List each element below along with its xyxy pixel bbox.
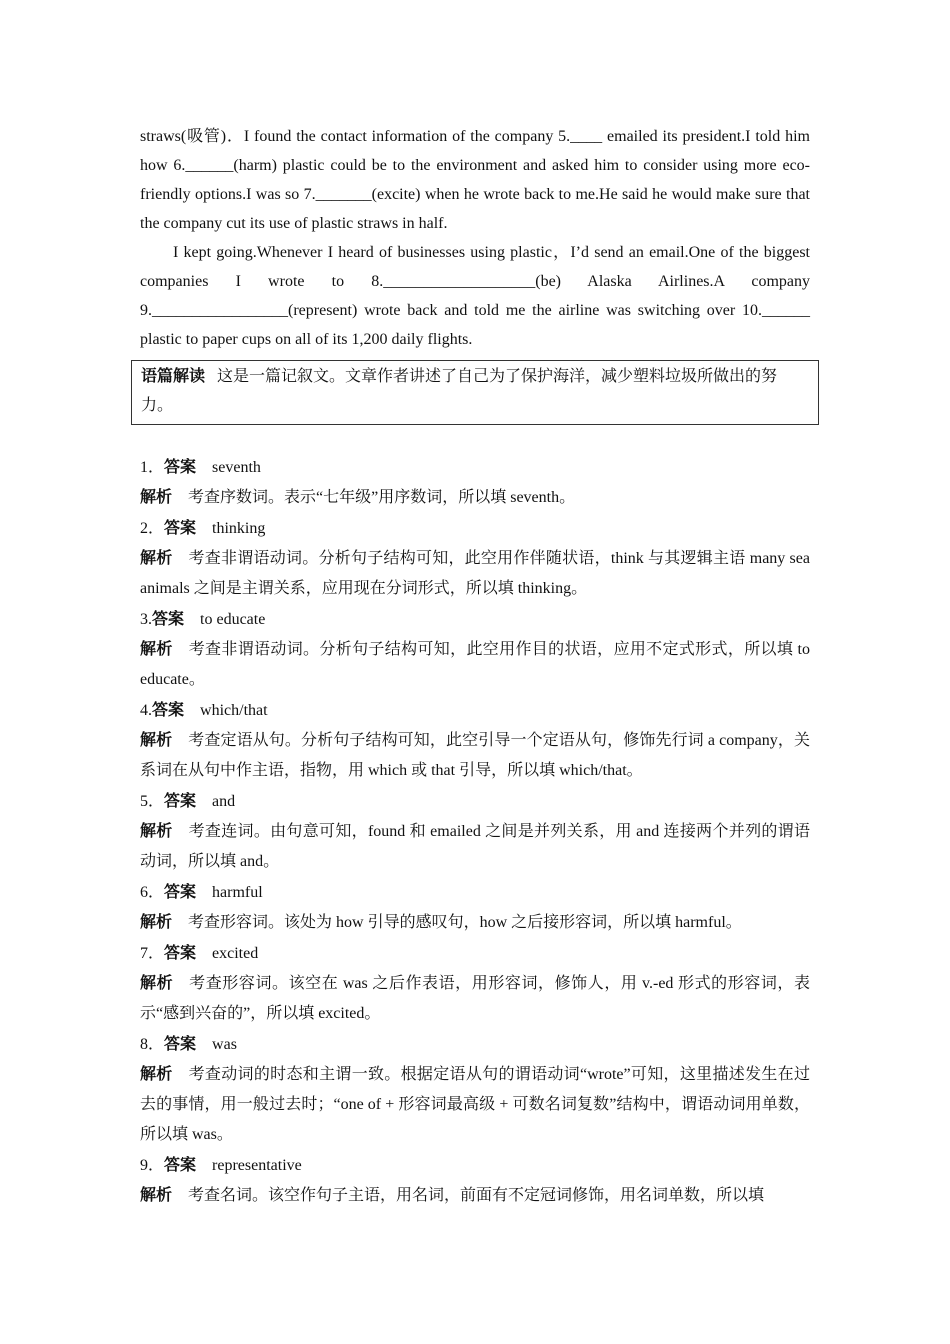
answer-line bbox=[140, 605, 810, 635]
answer-number: 1． bbox=[140, 459, 165, 476]
answer-line bbox=[140, 514, 810, 544]
explanation-text: 考查序数词。表示“七年级”用序数词，所以填 seventh。 bbox=[188, 489, 576, 506]
answer-number: 4. bbox=[140, 702, 152, 719]
answer-text: harmful bbox=[212, 884, 263, 901]
explanation-text: 考查形容词。该空在 was 之后作表语，用形容词，修饰人，用 v.-ed 形式的形容词，表示“感到兴奋的”，所以填 excited。 bbox=[140, 975, 810, 1022]
answer-label: 答案 bbox=[164, 945, 197, 962]
answer-line bbox=[140, 1030, 810, 1060]
answer-label: 答案 bbox=[164, 884, 197, 901]
answer-number: 7． bbox=[140, 945, 165, 962]
explanation-line bbox=[140, 726, 810, 786]
answer-text: excited bbox=[212, 945, 259, 962]
explanation-label: 解析 bbox=[140, 641, 173, 658]
answer-number: 8． bbox=[140, 1036, 165, 1053]
answer-text: to educate bbox=[200, 611, 266, 628]
explanation-line bbox=[140, 1181, 810, 1211]
answer-text: seventh bbox=[212, 459, 261, 476]
answer-line bbox=[140, 878, 810, 908]
answer-line bbox=[140, 453, 810, 483]
explanation-line bbox=[140, 483, 810, 513]
explanation-line bbox=[140, 544, 810, 604]
explanation-label: 解析 bbox=[140, 550, 173, 567]
reading-note-label: 语篇解读 bbox=[141, 368, 206, 385]
explanation-line bbox=[140, 969, 810, 1029]
answer-label: 答案 bbox=[152, 702, 185, 719]
answer-text: representative bbox=[212, 1157, 302, 1174]
answer-text: which/that bbox=[200, 702, 268, 719]
explanation-label: 解析 bbox=[140, 1187, 173, 1204]
explanation-line bbox=[140, 635, 810, 695]
answer-label: 答案 bbox=[164, 520, 197, 537]
answer-label: 答案 bbox=[164, 1036, 197, 1053]
explanation-text: 考查非谓语动词。分析句子结构可知，此空用作目的状语，应用不定式形式，所以填 to educate。 bbox=[140, 641, 810, 688]
explanation-label: 解析 bbox=[140, 1066, 173, 1083]
explanation-line bbox=[140, 908, 810, 938]
passage-paragraph-1: straws(吸管)．I found the contact information of the company 5.____ emailed its president.I told him how 6.______(harm) plastic could be to the environment and asked him to consider using more eco-friendly options.I was so 7._______(excite) when he wrote back to me.He said he would make sure that the company cut its use of plastic straws in half. bbox=[140, 128, 810, 232]
explanation-label: 解析 bbox=[140, 975, 174, 992]
explanation-text: 考查形容词。该处为 how 引导的感叹句，how 之后接形容词，所以填 harmful。 bbox=[188, 914, 742, 931]
answer-line bbox=[140, 696, 810, 726]
answer-number: 6． bbox=[140, 884, 165, 901]
answer-number: 3. bbox=[140, 611, 152, 628]
answer-line bbox=[140, 1151, 810, 1181]
answer-line bbox=[140, 939, 810, 969]
answer-label: 答案 bbox=[164, 459, 197, 476]
reading-note-box bbox=[131, 360, 819, 425]
explanation-text: 考查名词。该空作句子主语，用名词，前面有不定冠词修饰，用名词单数，所以填 bbox=[188, 1187, 765, 1204]
explanation-text: 考查动词的时态和主谓一致。根据定语从句的谓语动词“wrote”可知，这里描述发生在过去的事情，用一般过去时；“one of + 形容词最高级 + 可数名词复数”结构中，谓语动词用单数，所以填 was。 bbox=[140, 1066, 810, 1143]
explanation-line bbox=[140, 1060, 810, 1150]
document-page bbox=[140, 122, 810, 1212]
reading-note-text: 这是一篇记叙文。文章作者讲述了自己为了保护海洋，减少塑料垃圾所做出的努力。 bbox=[141, 368, 778, 414]
explanation-label: 解析 bbox=[140, 489, 173, 506]
answer-text: and bbox=[212, 793, 236, 810]
answer-label: 答案 bbox=[164, 793, 197, 810]
answer-label: 答案 bbox=[152, 611, 185, 628]
answer-label: 答案 bbox=[164, 1157, 197, 1174]
explanation-label: 解析 bbox=[140, 823, 173, 840]
answer-number: 5． bbox=[140, 793, 165, 810]
answer-text: was bbox=[212, 1036, 237, 1053]
explanation-line bbox=[140, 817, 810, 877]
explanation-label: 解析 bbox=[140, 732, 173, 749]
answer-list bbox=[140, 453, 810, 1211]
answer-text: thinking bbox=[212, 520, 266, 537]
explanation-label: 解析 bbox=[140, 914, 173, 931]
passage-paragraph-2: I kept going.Whenever I heard of businesses using plastic，I’d send an email.One of the biggest companies I wrote to 8.___________________(be) Alaska Airlines.A company 9._________________(represent) wrote back and told me the airline was switching over 10.______ plastic to paper cups on all of its 1,200 daily flights. bbox=[140, 244, 810, 348]
answer-line bbox=[140, 787, 810, 817]
answer-number: 9． bbox=[140, 1157, 165, 1174]
answer-number: 2． bbox=[140, 520, 165, 537]
explanation-text: 考查连词。由句意可知，found 和 emailed 之间是并列关系，用 and 连接两个并列的谓语动词，所以填 and。 bbox=[140, 823, 810, 870]
explanation-text: 考查定语从句。分析句子结构可知，此空引导一个定语从句，修饰先行词 a company，关系词在从句中作主语，指物，用 which 或 that 引导，所以填 which/that。 bbox=[140, 732, 810, 779]
explanation-text: 考查非谓语动词。分析句子结构可知，此空用作伴随状语，think 与其逻辑主语 many sea animals 之间是主谓关系，应用现在分词形式，所以填 thinking。 bbox=[140, 550, 810, 597]
